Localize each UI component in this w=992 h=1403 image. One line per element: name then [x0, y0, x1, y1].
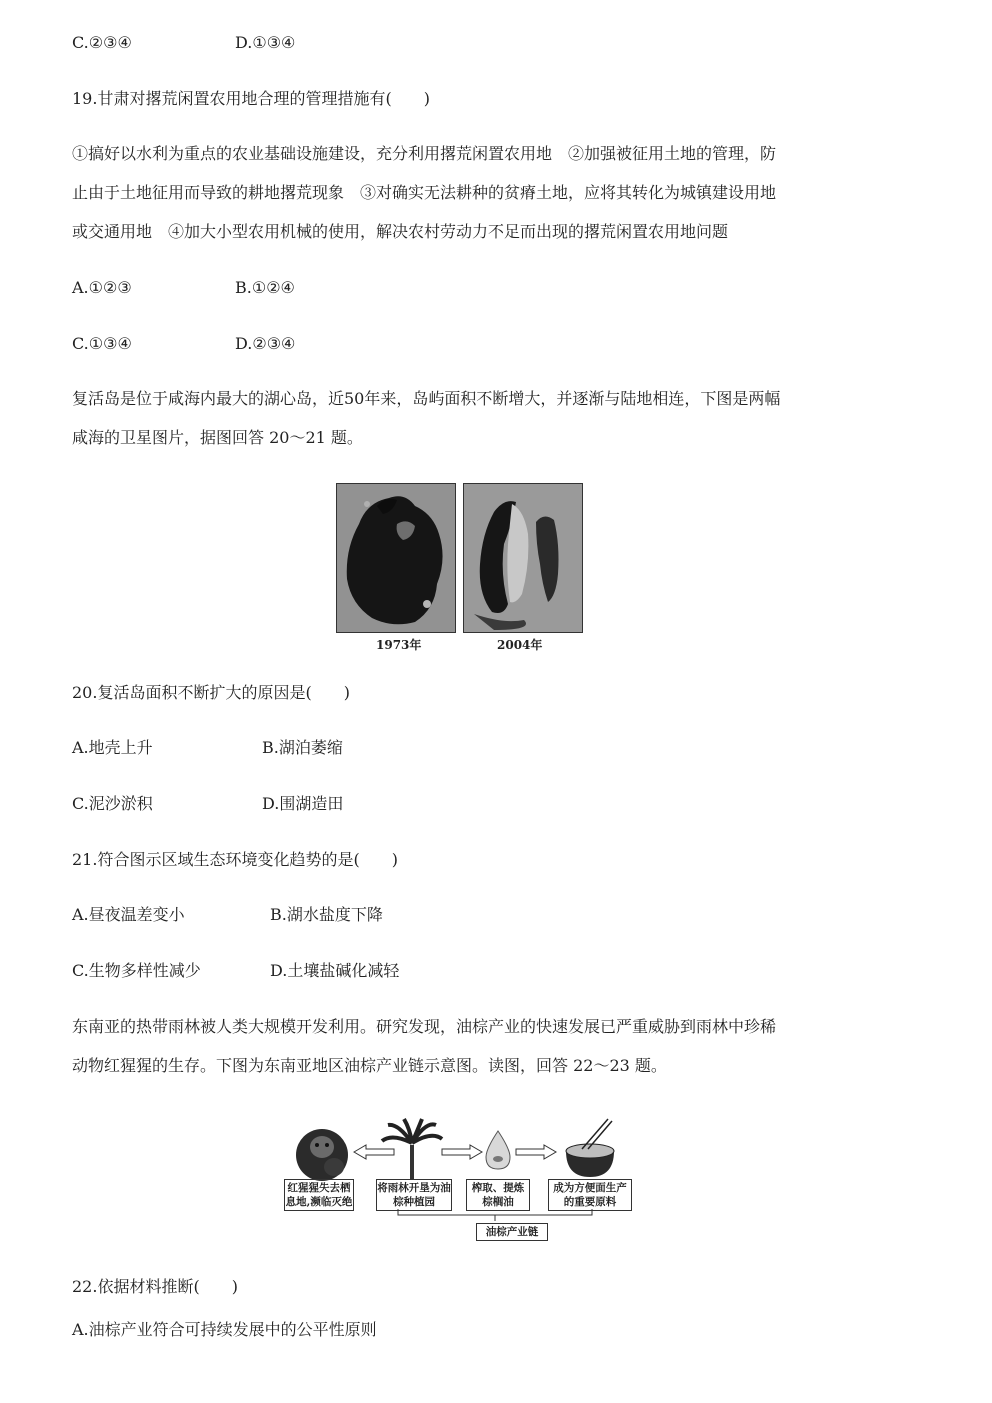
q18-option-d: D.①③④ — [235, 33, 296, 52]
q19-option-d: D.②③④ — [235, 334, 296, 353]
q21-option-d: D.土壤盐碱化减轻 — [270, 961, 400, 980]
chain-box-orangutan: 红猩猩失去栖息地,濒临灭绝 — [284, 1179, 354, 1211]
intro-20-21-line2: 咸海的卫星图片，据图回答 20～21 题。 — [72, 428, 363, 447]
q20-option-b: B.湖泊萎缩 — [262, 738, 343, 757]
q21-stem: 21.符合图示区域生态环境变化趋势的是( ) — [72, 850, 398, 869]
q20-option-d: D.围湖造田 — [262, 794, 344, 813]
q19-option-c: C.①③④ — [72, 334, 132, 353]
chain-box-plantation: 将雨林开垦为油棕种植园 — [376, 1179, 452, 1211]
palm-oil-chain-figure — [282, 1115, 634, 1245]
q21-option-b: B.湖水盐度下降 — [270, 905, 383, 924]
q21-option-c: C.生物多样性减少 — [72, 961, 201, 980]
q19-statement-line1: ①搞好以水利为重点的农业基础设施建设，充分利用撂荒闲置农用地 ②加强被征用土地的管理，防 — [72, 144, 777, 163]
q19-statement-line2: 止由于土地征用而导致的耕地撂荒现象 ③对确实无法耕种的贫瘠土地，应将其转化为城镇建设用地 — [72, 183, 777, 202]
q20-option-c: C.泥沙淤积 — [72, 794, 153, 813]
caption-1973: 1973年 — [376, 638, 422, 652]
chain-label: 油棕产业链 — [476, 1223, 548, 1241]
q22-option-a: A.油棕产业符合可持续发展中的公平性原则 — [72, 1320, 377, 1339]
intro-22-23-line2: 动物红猩猩的生存。下图为东南亚地区油棕产业链示意图。读图，回答 22～23 题。 — [72, 1056, 667, 1075]
oil-drop-icon — [486, 1131, 510, 1169]
noodle-bowl-icon — [566, 1119, 614, 1177]
chain-box-refining: 榨取、提炼棕榈油 — [466, 1179, 530, 1211]
arrow-left-icon — [354, 1145, 394, 1159]
chain-box-noodles: 成为方便面生产的重要原料 — [548, 1179, 632, 1211]
q21-option-a: A.昼夜温差变小 — [72, 905, 185, 924]
satellite-image-1973 — [336, 483, 456, 633]
intro-22-23-line1: 东南亚的热带雨林被人类大规模开发利用。研究发现，油棕产业的快速发展已严重威胁到雨林中珍稀 — [72, 1017, 777, 1036]
intro-20-21-line1: 复活岛是位于咸海内最大的湖心岛，近50年来，岛屿面积不断增大，并逐渐与陆地相连，下图是两幅 — [72, 389, 781, 408]
q22-stem: 22.依据材料推断( ) — [72, 1277, 238, 1296]
caption-2004: 2004年 — [497, 638, 543, 652]
q19-stem: 19.甘肃对撂荒闲置农用地合理的管理措施有( ) — [72, 89, 430, 108]
satellite-image-2004 — [463, 483, 583, 633]
q20-option-a: A.地壳上升 — [72, 738, 153, 757]
q18-option-c: C.②③④ — [72, 33, 132, 52]
arrow-right-icon-2 — [516, 1145, 556, 1159]
q19-option-a: A.①②③ — [72, 278, 132, 297]
arrow-right-icon — [442, 1145, 482, 1159]
q20-stem: 20.复活岛面积不断扩大的原因是( ) — [72, 683, 350, 702]
q19-option-b: B.①②④ — [235, 278, 295, 297]
orangutan-icon — [296, 1129, 348, 1181]
q19-statement-line3: 或交通用地 ④加大小型农用机械的使用，解决农村劳动力不足而出现的撂荒闲置农用地问题 — [72, 222, 729, 241]
